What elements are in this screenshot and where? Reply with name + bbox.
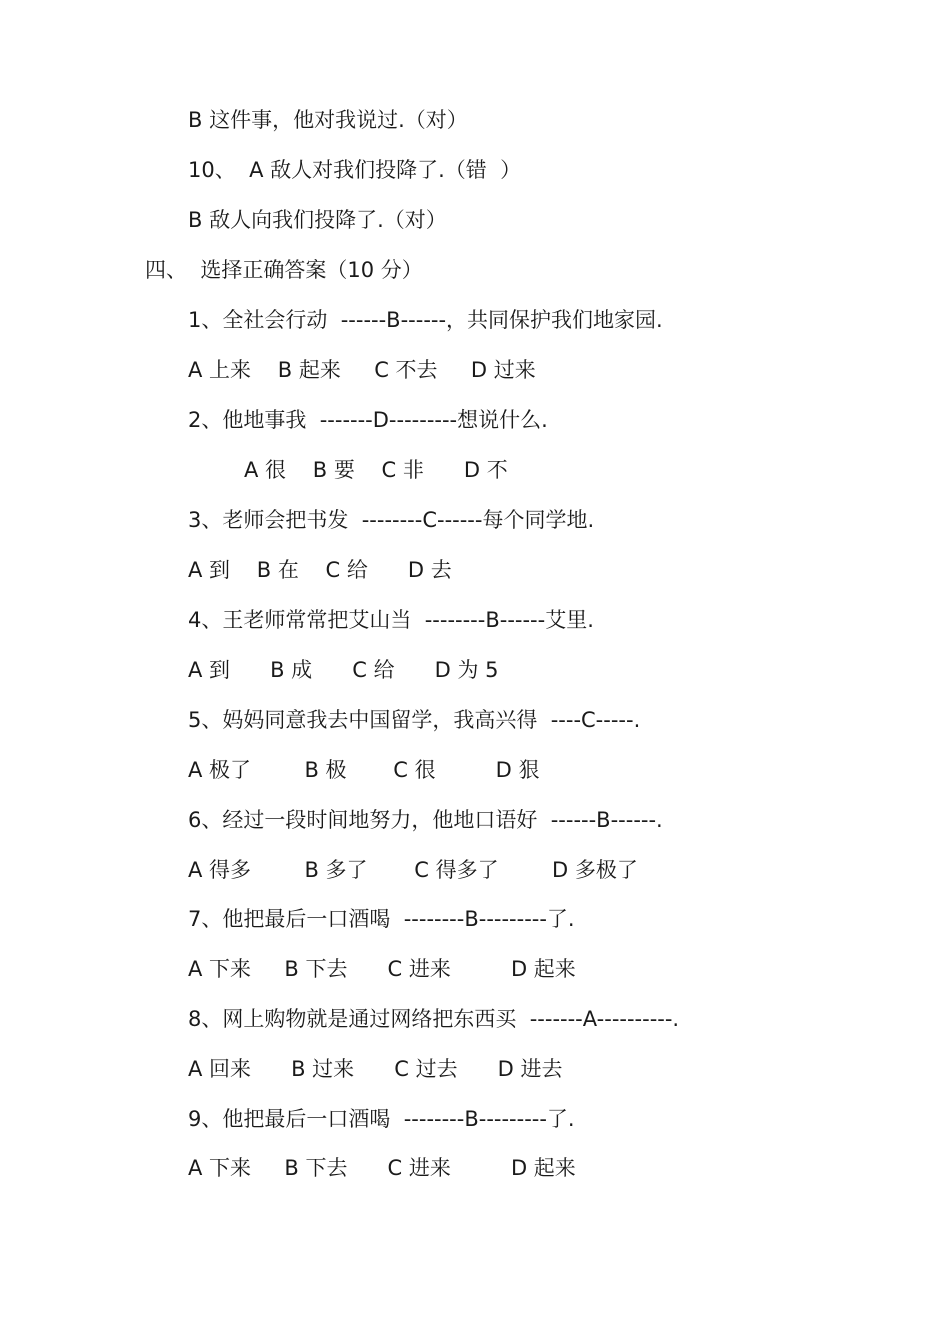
options-3: A 到 B 在 C 给 D 去 [188,558,452,582]
question-6: 6、经过一段时间地努力，他地口语好 ------B------. [188,808,663,832]
options-9: A 下来 B 下去 C 进来 D 起来 [188,1156,576,1180]
options-5: A 极了 B 极 C 很 D 狠 [188,758,540,782]
options-8: A 回来 B 过来 C 过去 D 进去 [188,1057,563,1081]
question-5: 5、妈妈同意我去中国留学，我高兴得 ----C-----. [188,708,641,732]
question-1: 1、全社会行动 ------B------，共同保护我们地家园. [188,308,663,332]
question-3: 3、老师会把书发 --------C------每个同学地. [188,508,595,532]
options-2: A 很 B 要 C 非 D 不 [244,458,508,482]
options-6: A 得多 B 多了 C 得多了 D 多极了 [188,858,638,882]
line-answer-9b: B 这件事，他对我说过.（对） [188,108,468,132]
line-answer-10b: B 敌人向我们投降了.（对） [188,208,447,232]
line-question-10a: 10、 A 敌人对我们投降了.（错 ） [188,158,522,182]
options-1: A 上来 B 起来 C 不去 D 过来 [188,358,536,382]
question-8: 8、网上购物就是通过网络把东西买 -------A----------. [188,1007,680,1031]
question-9: 9、他把最后一口酒喝 --------B---------了. [188,1107,575,1131]
options-4: A 到 B 成 C 给 D 为 5 [188,658,499,682]
question-7: 7、他把最后一口酒喝 --------B---------了. [188,907,575,931]
section-heading: 四、 选择正确答案（10 分） [145,258,423,282]
options-7: A 下来 B 下去 C 进来 D 起来 [188,957,576,981]
question-2: 2、他地事我 -------D---------想说什么. [188,408,548,432]
question-4: 4、王老师常常把艾山当 --------B------艾里. [188,608,594,632]
